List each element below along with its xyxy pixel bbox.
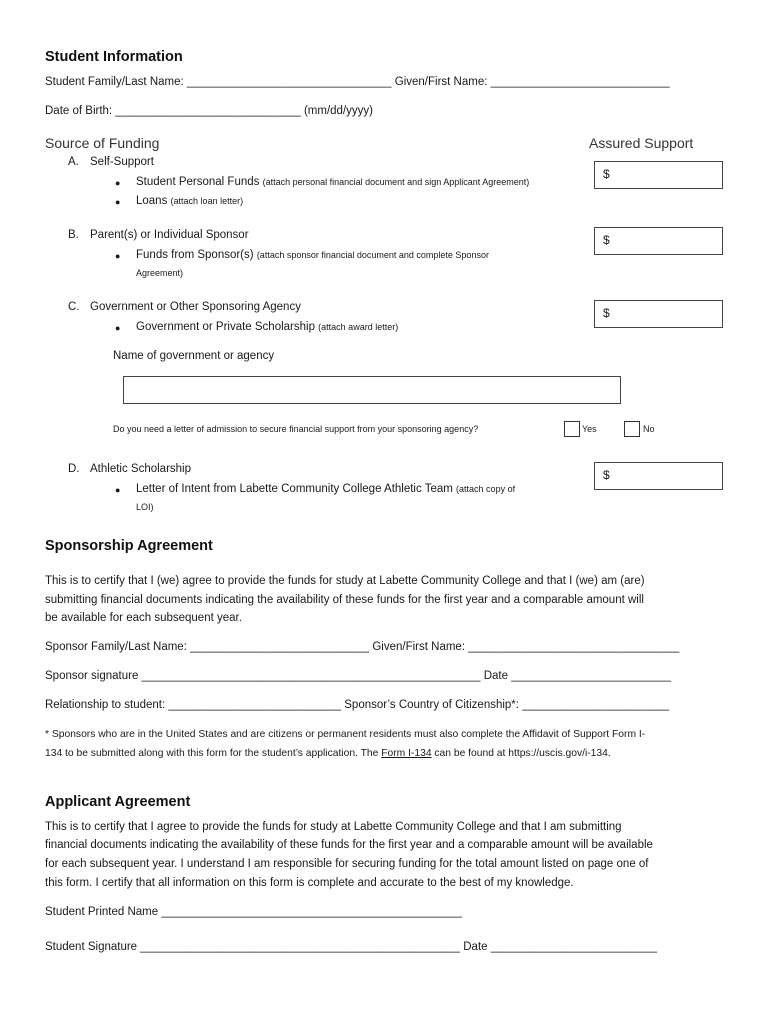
- athletic-loi-label: Letter of Intent from Labette Community College Athletic Team: [136, 483, 453, 495]
- personal-funds-item: [136, 176, 529, 188]
- section-b-label: B.: [68, 229, 79, 241]
- sponsorship-para-line-2: submitting financial documents indicating the availability of these funds for the first year and a comparable amount will: [45, 594, 644, 606]
- form-i134-link[interactable]: Form I-134: [381, 748, 432, 759]
- applicant-para-line-3: for each subsequent year. I understand I am responsible for securing funding for the total amount listed on page one of: [45, 858, 649, 870]
- printed-name-label: Student Printed Name: [45, 906, 162, 918]
- relationship-text: Relationship to student: ___________________________ Sponsor’s Country of Citizenship*:: [45, 699, 523, 711]
- currency-symbol: $: [603, 233, 610, 247]
- bullet-icon: ●: [115, 178, 121, 188]
- bullet-icon: ●: [115, 197, 121, 207]
- bullet-icon: ●: [115, 323, 121, 333]
- personal-funds-note: (attach personal financial document and sign Applicant Agreement): [262, 177, 530, 187]
- scholarship-label: Government or Private Scholarship: [136, 321, 315, 333]
- applicant-para-line-4: this form. I certify that all information on this form is complete and accurate to the best of my knowledge.: [45, 877, 574, 889]
- student-name-line[interactable]: Student Family/Last Name: ________________________________ Given/First Name: ____________________________: [45, 76, 670, 88]
- applicant-para-line-2: financial documents indicating the availability of these funds for the first year and a comparable amount will be available: [45, 839, 653, 851]
- sponsor-amount-box[interactable]: [594, 227, 723, 255]
- athletic-amount-box[interactable]: [594, 462, 723, 490]
- section-b-title: Parent(s) or Individual Sponsor: [90, 229, 249, 241]
- student-info-heading: Student Information: [45, 49, 183, 65]
- athletic-loi-note-cont: LOI): [136, 502, 154, 512]
- loans-label: Loans: [136, 195, 168, 207]
- athletic-loi-item: [136, 483, 515, 495]
- athletic-loi-note: (attach copy of: [456, 484, 516, 494]
- section-c-label: C.: [68, 301, 80, 313]
- student-signature-line[interactable]: Student Signature __________________________________________________ Date __________________________: [45, 941, 658, 953]
- citizenship-blank[interactable]: _______________________: [522, 699, 670, 711]
- assured-support-heading: Assured Support: [589, 135, 694, 151]
- agency-name-input[interactable]: [123, 376, 621, 404]
- currency-symbol: $: [603, 468, 610, 482]
- applicant-agreement-heading: Applicant Agreement: [45, 794, 191, 810]
- currency-symbol: $: [603, 167, 610, 181]
- affidavit-note-text: 134 to be submitted along with this form for the student’s application. The: [45, 748, 382, 759]
- bullet-icon: ●: [115, 485, 121, 495]
- section-c-title: Government or Other Sponsoring Agency: [90, 301, 301, 313]
- sponsor-name-line[interactable]: Sponsor Family/Last Name: ____________________________ Given/First Name: _________________________________: [45, 641, 680, 653]
- bullet-icon: ●: [115, 251, 121, 261]
- applicant-para-line-1: This is to certify that I agree to provide the funds for study at Labette Community College and that I am submitting: [45, 821, 622, 833]
- affidavit-note-line-1: * Sponsors who are in the United States and are citizens or permanent residents must also complete the Affidavit of Support Form I-: [45, 729, 646, 740]
- relationship-citizenship-line[interactable]: [45, 699, 669, 711]
- section-d-label: D.: [68, 463, 80, 475]
- agency-amount-box[interactable]: [594, 300, 723, 328]
- sponsorship-agreement-heading: Sponsorship Agreement: [45, 538, 213, 554]
- yes-checkbox[interactable]: [564, 421, 580, 437]
- section-a-label: A.: [68, 156, 79, 168]
- affidavit-note-line-2: [45, 748, 611, 759]
- loans-item: [136, 195, 243, 207]
- loans-note: (attach loan letter): [170, 196, 244, 206]
- scholarship-note: (attach award letter): [318, 322, 399, 332]
- agency-name-label: Name of government or agency: [113, 350, 275, 362]
- date-of-birth-line[interactable]: Date of Birth: _____________________________ (mm/dd/yyyy): [45, 105, 373, 117]
- sponsor-funds-item: [136, 249, 489, 261]
- yes-label: Yes: [582, 424, 597, 434]
- section-a-title: Self-Support: [90, 156, 154, 168]
- student-printed-name-line[interactable]: [45, 906, 462, 918]
- sponsor-funds-note: (attach sponsor financial document and complete Sponsor: [256, 250, 489, 260]
- source-of-funding-heading: Source of Funding: [45, 135, 160, 151]
- sponsorship-para-line-3: be available for each subsequent year.: [45, 612, 242, 624]
- affidavit-note-url: can be found at https://uscis.gov/i-134.: [431, 748, 611, 759]
- no-label: No: [643, 424, 655, 434]
- currency-symbol: $: [603, 306, 610, 320]
- personal-funds-label: Student Personal Funds: [136, 176, 260, 188]
- no-checkbox[interactable]: [624, 421, 640, 437]
- scholarship-item: [136, 321, 398, 333]
- sponsor-signature-line[interactable]: Sponsor signature _____________________________________________________ Date _________________________: [45, 670, 672, 682]
- admission-letter-question: Do you need a letter of admission to secure financial support from your sponsoring agency?: [113, 424, 479, 434]
- printed-name-blank[interactable]: _______________________________________________: [161, 906, 462, 918]
- section-d-title: Athletic Scholarship: [90, 463, 191, 475]
- sponsor-funds-note-cont: Agreement): [136, 268, 184, 278]
- self-support-amount-box[interactable]: [594, 161, 723, 189]
- sponsor-funds-label: Funds from Sponsor(s): [136, 249, 254, 261]
- sponsorship-para-line-1: This is to certify that I (we) agree to provide the funds for study at Labette Community College and that I (we) am (are): [45, 575, 645, 587]
